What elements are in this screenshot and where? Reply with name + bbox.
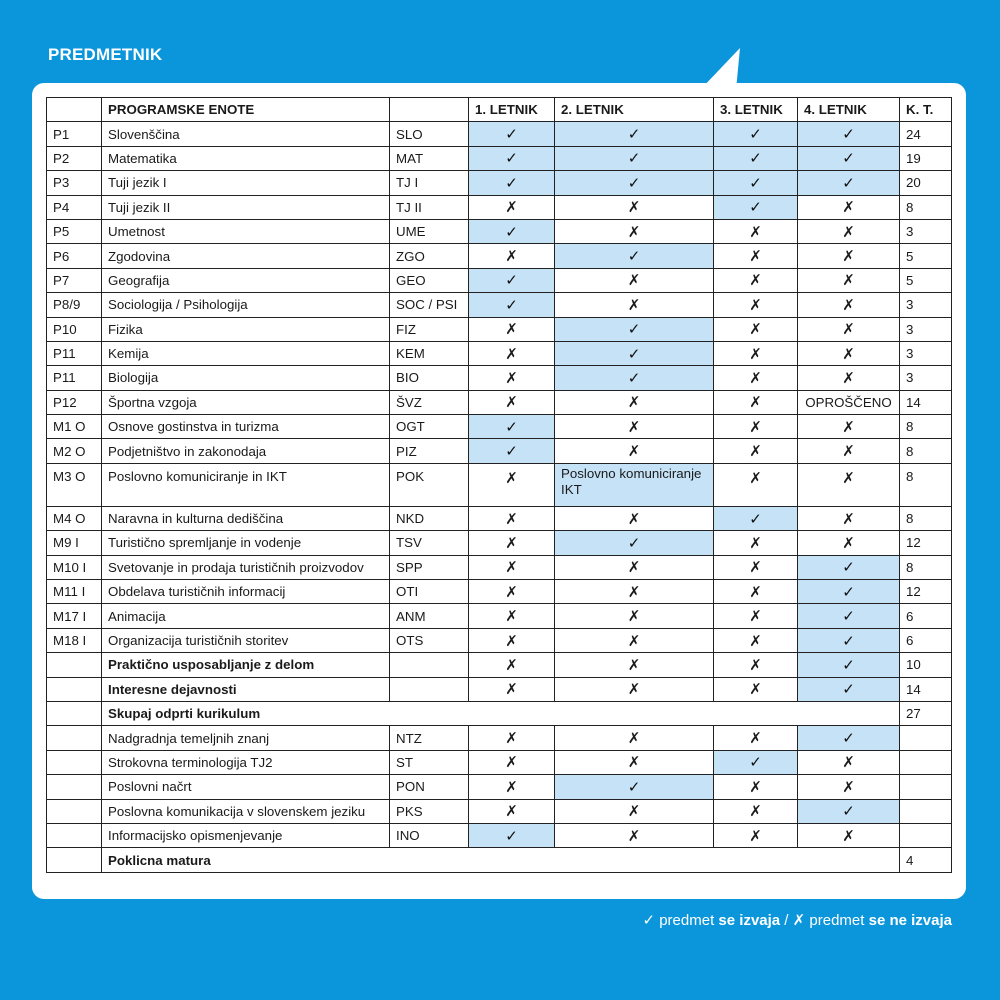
row-name: Obdelava turističnih informacij xyxy=(102,580,390,604)
row-credits: 27 xyxy=(900,701,952,725)
row-credits: 6 xyxy=(900,628,952,652)
year-2-cross-icon: ✗ xyxy=(555,580,714,604)
year-2-check-icon: ✓ xyxy=(555,366,714,390)
table-row xyxy=(47,604,952,628)
table-row xyxy=(47,677,952,701)
row-code: OGT xyxy=(390,415,469,439)
year-3-cross-icon: ✗ xyxy=(714,653,798,677)
table-row xyxy=(47,775,952,799)
row-code: ZGO xyxy=(390,244,469,268)
year-3-cross-icon: ✗ xyxy=(714,268,798,292)
table-row xyxy=(47,244,952,268)
year-4-check-icon: ✓ xyxy=(798,677,900,701)
year-3-check-icon: ✓ xyxy=(714,506,798,530)
year-2-check-icon: ✓ xyxy=(555,146,714,170)
row-credits: 8 xyxy=(900,506,952,530)
row-credits xyxy=(900,823,952,847)
year-2-cross-icon: ✗ xyxy=(555,677,714,701)
row-code: TJ I xyxy=(390,171,469,195)
year-1-cross-icon: ✗ xyxy=(469,506,555,530)
row-name: Športna vzgoja xyxy=(102,390,390,414)
header-id xyxy=(47,98,102,122)
row-name: Zgodovina xyxy=(102,244,390,268)
year-1-cross-icon: ✗ xyxy=(469,775,555,799)
row-code: OTI xyxy=(390,580,469,604)
header-year-1: 1. LETNIK xyxy=(469,98,555,122)
row-id: M10 I xyxy=(47,555,102,579)
year-3-cross-icon: ✗ xyxy=(714,293,798,317)
row-name: Kemija xyxy=(102,341,390,365)
year-4-cross-icon: ✗ xyxy=(798,775,900,799)
year-1-check-icon: ✓ xyxy=(469,122,555,146)
year-4-cross-icon: ✗ xyxy=(798,268,900,292)
year-1-cross-icon: ✗ xyxy=(469,580,555,604)
year-4-cross-icon: ✗ xyxy=(798,439,900,463)
year-1-cross-icon: ✗ xyxy=(469,341,555,365)
row-credits: 20 xyxy=(900,171,952,195)
year-2-cross-icon: ✗ xyxy=(555,195,714,219)
legend-yes-prefix: predmet xyxy=(655,912,719,929)
year-1-check-icon: ✓ xyxy=(469,219,555,243)
row-code: TJ II xyxy=(390,195,469,219)
year-4-check-icon: ✓ xyxy=(798,628,900,652)
row-code: NTZ xyxy=(390,726,469,750)
row-credits: 3 xyxy=(900,219,952,243)
row-name: Organizacija turističnih storitev xyxy=(102,628,390,652)
year-1-check-icon: ✓ xyxy=(469,268,555,292)
row-name: Poslovno komuniciranje in IKT xyxy=(102,463,390,506)
year-4-cross-icon: ✗ xyxy=(798,823,900,847)
row-code: POK xyxy=(390,463,469,506)
year-1-cross-icon: ✗ xyxy=(469,628,555,652)
year-4-cross-icon: ✗ xyxy=(798,506,900,530)
year-1-cross-icon: ✗ xyxy=(469,799,555,823)
summary-row xyxy=(47,848,952,872)
row-credits: 8 xyxy=(900,463,952,506)
row-name: Svetovanje in prodaja turističnih proizvodov xyxy=(102,555,390,579)
row-id: M1 O xyxy=(47,415,102,439)
row-credits: 14 xyxy=(900,677,952,701)
table-row xyxy=(47,506,952,530)
year-2-check-icon: ✓ xyxy=(555,531,714,555)
header-year-2: 2. LETNIK xyxy=(555,98,714,122)
row-credits xyxy=(900,775,952,799)
row-id: P3 xyxy=(47,171,102,195)
year-4-note: OPROŠČENO xyxy=(798,390,900,414)
legend-no-prefix: predmet xyxy=(805,912,869,929)
year-4-cross-icon: ✗ xyxy=(798,463,900,506)
row-credits: 12 xyxy=(900,531,952,555)
row-id: M9 I xyxy=(47,531,102,555)
row-id: M3 O xyxy=(47,463,102,506)
year-4-cross-icon: ✗ xyxy=(798,366,900,390)
table-row xyxy=(47,463,952,506)
year-1-cross-icon: ✗ xyxy=(469,604,555,628)
year-2-cross-icon: ✗ xyxy=(555,555,714,579)
row-id: P8/9 xyxy=(47,293,102,317)
legend-yes-text: se izvaja xyxy=(718,912,781,929)
row-id: P6 xyxy=(47,244,102,268)
row-id: P11 xyxy=(47,341,102,365)
row-id: P11 xyxy=(47,366,102,390)
legend-separator: / xyxy=(780,912,793,929)
row-name: Interesne dejavnosti xyxy=(102,677,390,701)
year-4-cross-icon: ✗ xyxy=(798,531,900,555)
row-code: GEO xyxy=(390,268,469,292)
year-1-cross-icon: ✗ xyxy=(469,390,555,414)
row-id: M11 I xyxy=(47,580,102,604)
year-1-cross-icon: ✗ xyxy=(469,555,555,579)
row-name: Tuji jezik I xyxy=(102,171,390,195)
year-4-check-icon: ✓ xyxy=(798,171,900,195)
year-4-check-icon: ✓ xyxy=(798,653,900,677)
row-name: Fizika xyxy=(102,317,390,341)
year-4-check-icon: ✓ xyxy=(798,799,900,823)
year-1-cross-icon: ✗ xyxy=(469,366,555,390)
year-1-cross-icon: ✗ xyxy=(469,195,555,219)
year-2-cross-icon: ✗ xyxy=(555,293,714,317)
row-id: P12 xyxy=(47,390,102,414)
row-credits: 5 xyxy=(900,244,952,268)
row-name: Poklicna matura xyxy=(102,848,900,872)
year-3-cross-icon: ✗ xyxy=(714,366,798,390)
table-row xyxy=(47,726,952,750)
row-name: Turistično spremljanje in vodenje xyxy=(102,531,390,555)
row-id: P7 xyxy=(47,268,102,292)
row-code: FIZ xyxy=(390,317,469,341)
header-year-3: 3. LETNIK xyxy=(714,98,798,122)
summary-row xyxy=(47,701,952,725)
row-name: Slovenščina xyxy=(102,122,390,146)
year-2-cross-icon: ✗ xyxy=(555,604,714,628)
row-name: Podjetništvo in zakonodaja xyxy=(102,439,390,463)
row-code: SPP xyxy=(390,555,469,579)
year-3-cross-icon: ✗ xyxy=(714,463,798,506)
row-code: TSV xyxy=(390,531,469,555)
year-1-cross-icon: ✗ xyxy=(469,726,555,750)
year-4-check-icon: ✓ xyxy=(798,580,900,604)
row-name: Geografija xyxy=(102,268,390,292)
year-4-check-icon: ✓ xyxy=(798,146,900,170)
row-name: Skupaj odprti kurikulum xyxy=(102,701,900,725)
year-2-check-icon: ✓ xyxy=(555,171,714,195)
year-2-check-icon: ✓ xyxy=(555,775,714,799)
year-1-cross-icon: ✗ xyxy=(469,677,555,701)
year-3-cross-icon: ✗ xyxy=(714,219,798,243)
row-id: P4 xyxy=(47,195,102,219)
row-credits: 12 xyxy=(900,580,952,604)
row-credits: 3 xyxy=(900,293,952,317)
legend-no-text: se ne izvaja xyxy=(868,912,952,929)
year-2-cross-icon: ✗ xyxy=(555,823,714,847)
row-name: Informacijsko opismenjevanje xyxy=(102,823,390,847)
year-1-check-icon: ✓ xyxy=(469,415,555,439)
row-credits: 5 xyxy=(900,268,952,292)
row-credits: 19 xyxy=(900,146,952,170)
year-3-cross-icon: ✗ xyxy=(714,775,798,799)
row-code xyxy=(390,653,469,677)
row-code: UME xyxy=(390,219,469,243)
row-id: M17 I xyxy=(47,604,102,628)
row-code: SLO xyxy=(390,122,469,146)
table-row xyxy=(47,750,952,774)
row-id: P1 xyxy=(47,122,102,146)
year-1-cross-icon: ✗ xyxy=(469,244,555,268)
year-1-check-icon: ✓ xyxy=(469,823,555,847)
year-4-check-icon: ✓ xyxy=(798,555,900,579)
row-code: PIZ xyxy=(390,439,469,463)
year-4-cross-icon: ✗ xyxy=(798,293,900,317)
row-code: PKS xyxy=(390,799,469,823)
row-name: Osnove gostinstva in turizma xyxy=(102,415,390,439)
row-name: Umetnost xyxy=(102,219,390,243)
row-credits: 8 xyxy=(900,555,952,579)
year-2-cross-icon: ✗ xyxy=(555,219,714,243)
row-code: ANM xyxy=(390,604,469,628)
table-row xyxy=(47,580,952,604)
legend xyxy=(642,911,952,929)
row-id xyxy=(47,750,102,774)
header-code xyxy=(390,98,469,122)
row-credits xyxy=(900,726,952,750)
year-3-cross-icon: ✗ xyxy=(714,799,798,823)
year-2-check-icon: ✓ xyxy=(555,122,714,146)
cross-icon: ✗ xyxy=(792,912,806,929)
row-credits: 3 xyxy=(900,366,952,390)
year-4-cross-icon: ✗ xyxy=(798,244,900,268)
row-id: P2 xyxy=(47,146,102,170)
row-id xyxy=(47,775,102,799)
row-code: OTS xyxy=(390,628,469,652)
year-4-cross-icon: ✗ xyxy=(798,750,900,774)
year-3-cross-icon: ✗ xyxy=(714,677,798,701)
year-4-cross-icon: ✗ xyxy=(798,415,900,439)
row-code: BIO xyxy=(390,366,469,390)
table-row xyxy=(47,146,952,170)
curriculum-table xyxy=(46,97,952,873)
table-row xyxy=(47,122,952,146)
year-3-cross-icon: ✗ xyxy=(714,628,798,652)
year-4-cross-icon: ✗ xyxy=(798,317,900,341)
year-4-check-icon: ✓ xyxy=(798,122,900,146)
table-row xyxy=(47,799,952,823)
year-3-cross-icon: ✗ xyxy=(714,555,798,579)
year-3-cross-icon: ✗ xyxy=(714,341,798,365)
year-3-cross-icon: ✗ xyxy=(714,415,798,439)
year-4-check-icon: ✓ xyxy=(798,604,900,628)
row-id: M2 O xyxy=(47,439,102,463)
year-1-cross-icon: ✗ xyxy=(469,317,555,341)
table-row xyxy=(47,439,952,463)
row-id: P5 xyxy=(47,219,102,243)
row-id xyxy=(47,823,102,847)
year-1-check-icon: ✓ xyxy=(469,293,555,317)
year-1-check-icon: ✓ xyxy=(469,171,555,195)
table-row xyxy=(47,415,952,439)
year-2-cross-icon: ✗ xyxy=(555,415,714,439)
row-code: INO xyxy=(390,823,469,847)
year-2-cross-icon: ✗ xyxy=(555,653,714,677)
year-3-cross-icon: ✗ xyxy=(714,244,798,268)
year-3-check-icon: ✓ xyxy=(714,750,798,774)
row-credits: 3 xyxy=(900,341,952,365)
table-row xyxy=(47,317,952,341)
table-row xyxy=(47,219,952,243)
row-id xyxy=(47,677,102,701)
table-row xyxy=(47,531,952,555)
row-code: SOC / PSI xyxy=(390,293,469,317)
row-credits: 8 xyxy=(900,439,952,463)
header-year-4: 4. LETNIK xyxy=(798,98,900,122)
year-3-cross-icon: ✗ xyxy=(714,726,798,750)
year-1-check-icon: ✓ xyxy=(469,146,555,170)
row-id xyxy=(47,701,102,725)
year-4-cross-icon: ✗ xyxy=(798,341,900,365)
row-name: Praktično usposabljanje z delom xyxy=(102,653,390,677)
row-credits: 4 xyxy=(900,848,952,872)
year-2-cross-icon: ✗ xyxy=(555,628,714,652)
table-row xyxy=(47,293,952,317)
year-1-cross-icon: ✗ xyxy=(469,531,555,555)
row-name: Nadgradnja temeljnih znanj xyxy=(102,726,390,750)
year-3-cross-icon: ✗ xyxy=(714,531,798,555)
row-name: Poslovni načrt xyxy=(102,775,390,799)
header-credits: K. T. xyxy=(900,98,952,122)
table-row xyxy=(47,268,952,292)
row-code: MAT xyxy=(390,146,469,170)
table-row xyxy=(47,628,952,652)
year-3-cross-icon: ✗ xyxy=(714,390,798,414)
row-name: Matematika xyxy=(102,146,390,170)
year-2-check-icon: ✓ xyxy=(555,244,714,268)
row-code: NKD xyxy=(390,506,469,530)
year-3-check-icon: ✓ xyxy=(714,195,798,219)
row-code: PON xyxy=(390,775,469,799)
year-2-note: Poslovno komuniciranje IKT xyxy=(555,463,714,506)
check-icon: ✓ xyxy=(642,912,656,929)
year-2-cross-icon: ✗ xyxy=(555,506,714,530)
row-name: Sociologija / Psihologija xyxy=(102,293,390,317)
table-row xyxy=(47,171,952,195)
row-code: ST xyxy=(390,750,469,774)
row-id xyxy=(47,799,102,823)
table-row xyxy=(47,341,952,365)
year-4-check-icon: ✓ xyxy=(798,726,900,750)
year-1-check-icon: ✓ xyxy=(469,439,555,463)
row-credits: 10 xyxy=(900,653,952,677)
year-1-cross-icon: ✗ xyxy=(469,750,555,774)
row-name: Tuji jezik II xyxy=(102,195,390,219)
year-2-cross-icon: ✗ xyxy=(555,268,714,292)
year-2-cross-icon: ✗ xyxy=(555,390,714,414)
year-3-cross-icon: ✗ xyxy=(714,604,798,628)
row-credits: 6 xyxy=(900,604,952,628)
row-credits: 24 xyxy=(900,122,952,146)
row-credits xyxy=(900,799,952,823)
table-header-row xyxy=(47,98,952,122)
row-code: ŠVZ xyxy=(390,390,469,414)
row-name: Strokovna terminologija TJ2 xyxy=(102,750,390,774)
year-3-cross-icon: ✗ xyxy=(714,823,798,847)
year-2-cross-icon: ✗ xyxy=(555,439,714,463)
row-id xyxy=(47,726,102,750)
row-id: M18 I xyxy=(47,628,102,652)
row-credits: 3 xyxy=(900,317,952,341)
row-code: KEM xyxy=(390,341,469,365)
year-3-check-icon: ✓ xyxy=(714,146,798,170)
year-2-cross-icon: ✗ xyxy=(555,799,714,823)
table-row xyxy=(47,823,952,847)
year-2-check-icon: ✓ xyxy=(555,341,714,365)
year-3-cross-icon: ✗ xyxy=(714,317,798,341)
row-name: Animacija xyxy=(102,604,390,628)
row-credits xyxy=(900,750,952,774)
year-4-cross-icon: ✗ xyxy=(798,219,900,243)
row-id xyxy=(47,848,102,872)
row-name: Naravna in kulturna dediščina xyxy=(102,506,390,530)
table-row xyxy=(47,366,952,390)
header-programme-units: PROGRAMSKE ENOTE xyxy=(102,98,390,122)
year-3-check-icon: ✓ xyxy=(714,122,798,146)
table-row xyxy=(47,653,952,677)
row-id: P10 xyxy=(47,317,102,341)
year-1-cross-icon: ✗ xyxy=(469,653,555,677)
year-3-check-icon: ✓ xyxy=(714,171,798,195)
year-4-cross-icon: ✗ xyxy=(798,195,900,219)
year-1-cross-icon: ✗ xyxy=(469,463,555,506)
year-3-cross-icon: ✗ xyxy=(714,580,798,604)
table-row xyxy=(47,390,952,414)
table-row xyxy=(47,555,952,579)
row-name: Poslovna komunikacija v slovenskem jeziku xyxy=(102,799,390,823)
year-2-cross-icon: ✗ xyxy=(555,750,714,774)
page-title: PREDMETNIK xyxy=(48,45,163,64)
row-name: Biologija xyxy=(102,366,390,390)
row-credits: 8 xyxy=(900,415,952,439)
row-credits: 14 xyxy=(900,390,952,414)
year-2-cross-icon: ✗ xyxy=(555,726,714,750)
table-row xyxy=(47,195,952,219)
year-3-cross-icon: ✗ xyxy=(714,439,798,463)
row-credits: 8 xyxy=(900,195,952,219)
row-id: M4 O xyxy=(47,506,102,530)
row-id xyxy=(47,653,102,677)
row-code xyxy=(390,677,469,701)
year-2-check-icon: ✓ xyxy=(555,317,714,341)
